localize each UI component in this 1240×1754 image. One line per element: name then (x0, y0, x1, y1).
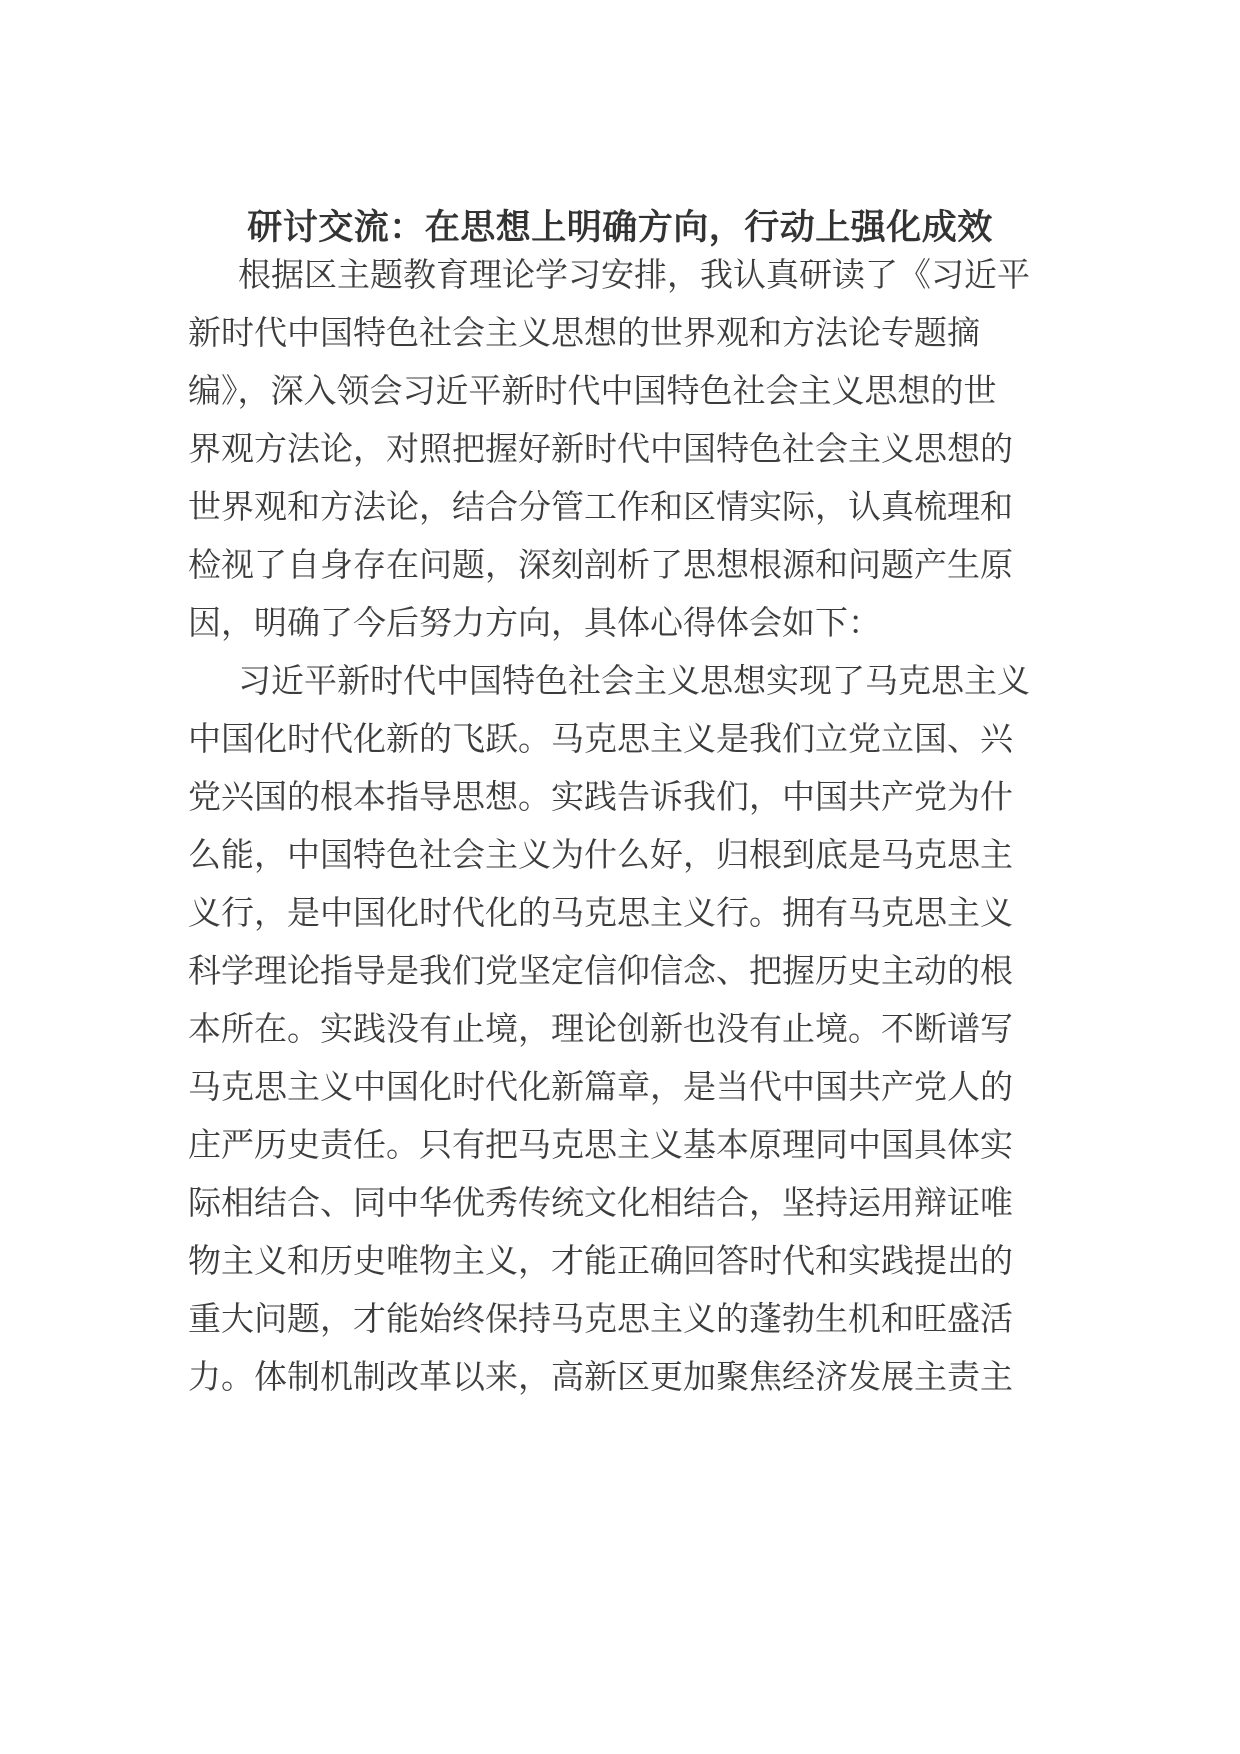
paragraph-2-line-9: 庄严历史责任。只有把马克思主义基本原理同中国具体实 (188, 1125, 1013, 1164)
paragraph-1-line-6: 检视了自身存在问题，深刻剖析了思想根源和问题产生原 (188, 545, 1013, 584)
document-title: 研讨交流：在思想上明确方向，行动上强化成效 (247, 208, 993, 248)
paragraph-2-line-7: 本所在。实践没有止境，理论创新也没有止境。不断谱写 (188, 1009, 1013, 1048)
paragraph-1-line-5: 世界观和方法论，结合分管工作和区情实际，认真梳理和 (188, 487, 1013, 526)
paragraph-2-line-6: 科学理论指导是我们党坚定信仰信念、把握历史主动的根 (188, 951, 1013, 990)
paragraph-2-line-4: 么能，中国特色社会主义为什么好，归根到底是马克思主 (188, 835, 1013, 874)
paragraph-1-line-3: 编》，深入领会习近平新时代中国特色社会主义思想的世 (188, 371, 997, 410)
paragraph-2-line-2: 中国化时代化新的飞跃。马克思主义是我们立党立国、兴 (188, 719, 1013, 758)
paragraph-1-line-1: 根据区主题教育理论学习安排，我认真研读了《习近平 (238, 255, 1030, 294)
paragraph-1-line-4: 界观方法论，对照把握好新时代中国特色社会主义思想的 (188, 429, 1013, 468)
paragraph-2-line-10: 际相结合、同中华优秀传统文化相结合，坚持运用辩证唯 (188, 1183, 1013, 1222)
paragraph-2-line-12: 重大问题，才能始终保持马克思主义的蓬勃生机和旺盛活 (188, 1299, 1013, 1338)
paragraph-1-line-7: 因，明确了今后努力方向，具体心得体会如下： (188, 603, 881, 642)
paragraph-2-line-3: 党兴国的根本指导思想。实践告诉我们，中国共产党为什 (188, 777, 1013, 816)
paragraph-1-line-2: 新时代中国特色社会主义思想的世界观和方法论专题摘 (188, 313, 980, 352)
paragraph-2-line-13: 力。体制机制改革以来，高新区更加聚焦经济发展主责主 (188, 1357, 1013, 1396)
paragraph-2-line-8: 马克思主义中国化时代化新篇章，是当代中国共产党人的 (188, 1067, 1013, 1106)
paragraph-2-line-11: 物主义和历史唯物主义，才能正确回答时代和实践提出的 (188, 1241, 1013, 1280)
paragraph-2-line-1: 习近平新时代中国特色社会主义思想实现了马克思主义 (238, 661, 1030, 700)
paragraph-2-line-5: 义行，是中国化时代化的马克思主义行。拥有马克思主义 (188, 893, 1013, 932)
